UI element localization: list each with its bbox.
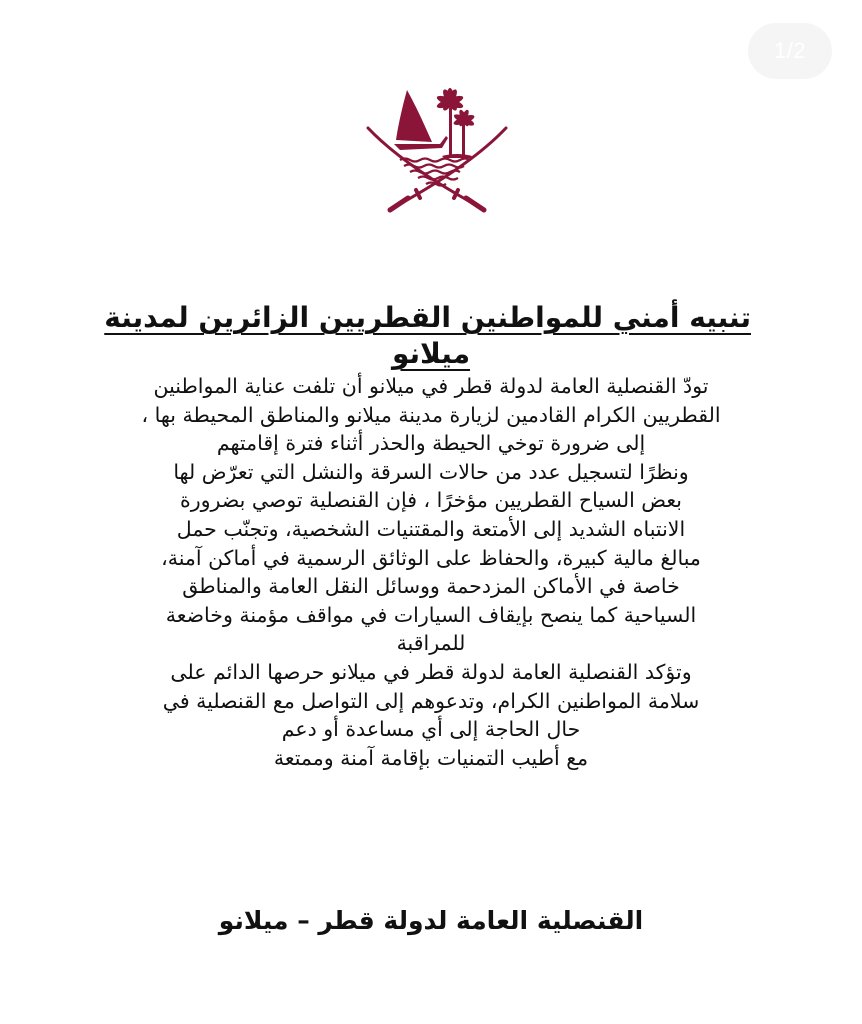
island (442, 154, 472, 158)
dhow-sail (396, 90, 432, 142)
body-line: وتؤكد القنصلية العامة لدولة قطر في ميلانو حرصها الدائم على (170, 659, 692, 684)
crossed-swords (368, 128, 506, 210)
body-line: ونظرًا لتسجيل عدد من حالات السرقة والنشل التي تعرّض لها (173, 459, 689, 484)
title-line: تنبيه أمني للمواطنين القطريين الزائرين لمدينة (104, 301, 751, 334)
palm-trunk-2 (462, 122, 465, 156)
title-line: ميلانو (391, 337, 471, 370)
body-line: الانتباه الشديد إلى الأمتعة والمقتنيات الشخصية، وتجنّب حمل (176, 516, 686, 541)
body-line: بعض السياح القطريين مؤخرًا ، فإن القنصلية توصي بضرورة (180, 488, 682, 513)
body-line: حال الحاجة إلى أي مساعدة أو دعم (281, 717, 581, 742)
document-content (0, 300, 862, 772)
document-signature: القنصلية العامة لدولة قطر – ميلانو (218, 906, 644, 935)
page-indicator-label: 1/2 (773, 38, 807, 63)
qatar-emblem-icon (362, 78, 512, 214)
document-title (104, 300, 751, 372)
body-line: تودّ القنصلية العامة لدولة قطر في ميلانو أن تلفت عناية المواطنين (153, 374, 709, 398)
body-line: القطريين الكرام القادمين لزيارة مدينة ميلانو والمناطق المحيطة بها ، (141, 402, 721, 427)
body-line: سلامة المواطنين الكرام، وتدعوهم إلى التواصل مع القنصلية في (162, 688, 700, 713)
body-line: للمراقبة (396, 631, 466, 656)
palm-trunk-1 (449, 108, 452, 156)
page-indicator (748, 23, 832, 79)
document-body (81, 372, 781, 772)
body-line: إلى ضرورة توخي الحيطة والحذر أثناء فترة إقامتهم (216, 431, 646, 456)
body-line: مبالغ مالية كبيرة، والحفاظ على الوثائق الرسمية في أماكن آمنة، (161, 545, 701, 570)
body-line: مع أطيب التمنيات بإقامة آمنة وممتعة (273, 745, 589, 770)
body-line: السياحية كما ينصح بإيقاف السيارات في مواقف مؤمنة وخاضعة (165, 602, 697, 627)
body-line: خاصة في الأماكن المزدحمة ووسائل النقل العامة والمناطق (182, 574, 680, 599)
